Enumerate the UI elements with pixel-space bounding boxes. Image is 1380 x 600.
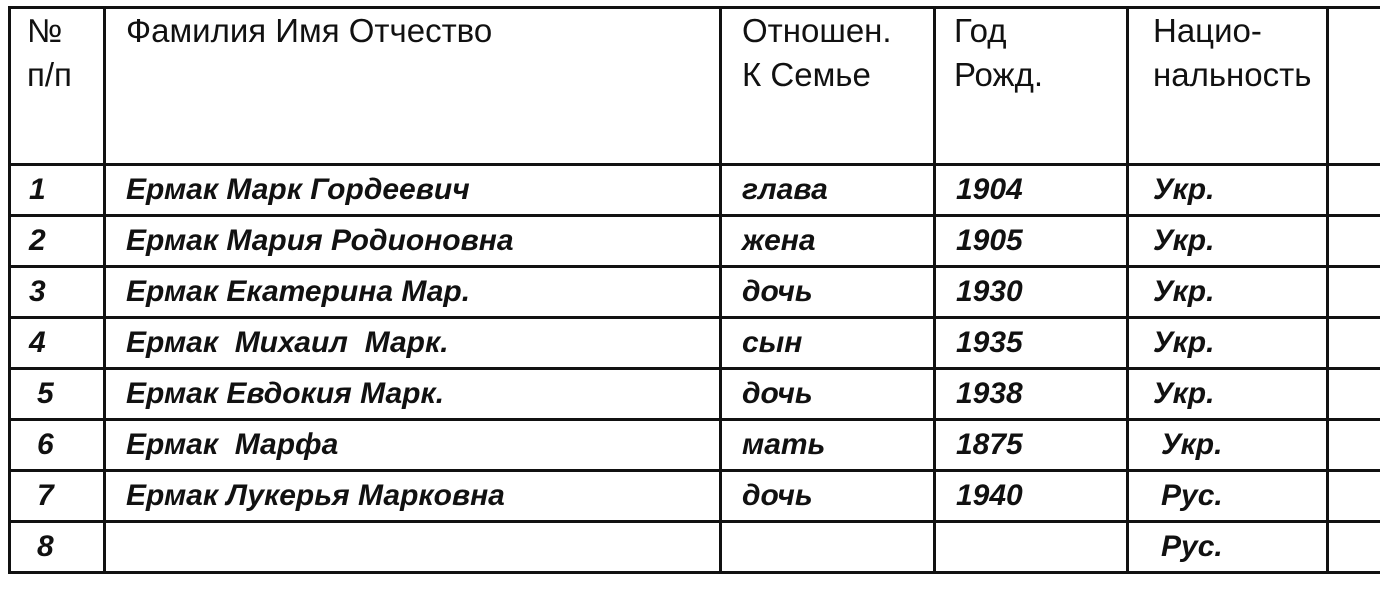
- cell-extra: [1328, 471, 1380, 522]
- cell-relation: сын: [721, 318, 935, 369]
- cell-birth-year: 1905: [935, 216, 1128, 267]
- header-birth-year: Год Рожд.: [935, 8, 1128, 165]
- cell-birth-year: [935, 522, 1128, 573]
- cell-number: 1: [10, 165, 105, 216]
- cell-full-name: Ермак Марк Гордеевич: [105, 165, 721, 216]
- table-row: [10, 420, 1380, 471]
- cell-extra: [1328, 522, 1380, 573]
- cell-number: 2: [10, 216, 105, 267]
- cell-relation: дочь: [721, 369, 935, 420]
- cell-full-name: Ермак Евдокия Марк.: [105, 369, 721, 420]
- cell-extra: [1328, 216, 1380, 267]
- header-number: № п/п: [10, 8, 105, 165]
- cell-birth-year: 1940: [935, 471, 1128, 522]
- cell-relation: жена: [721, 216, 935, 267]
- cell-full-name: Ермак Михаил Марк.: [105, 318, 721, 369]
- cell-extra: [1328, 267, 1380, 318]
- cell-number: 7: [10, 471, 105, 522]
- cell-full-name: [105, 522, 721, 573]
- table-row: [10, 471, 1380, 522]
- cell-full-name: Ермак Мария Родионовна: [105, 216, 721, 267]
- cell-nationality: Укр.: [1128, 420, 1328, 471]
- cell-extra: [1328, 369, 1380, 420]
- cell-full-name: Ермак Лукерья Марковна: [105, 471, 721, 522]
- cell-nationality: Рус.: [1128, 522, 1328, 573]
- cell-extra: [1328, 318, 1380, 369]
- cell-relation: мать: [721, 420, 935, 471]
- cell-birth-year: 1938: [935, 369, 1128, 420]
- cell-birth-year: 1875: [935, 420, 1128, 471]
- header-extra: [1328, 8, 1380, 165]
- header-full-name: Фамилия Имя Отчество: [105, 8, 721, 165]
- header-row: [10, 8, 1380, 165]
- cell-number: 8: [10, 522, 105, 573]
- cell-nationality: Укр.: [1128, 318, 1328, 369]
- table-row: [10, 216, 1380, 267]
- cell-number: 6: [10, 420, 105, 471]
- table-row: [10, 369, 1380, 420]
- family-census-table: [8, 6, 1380, 574]
- cell-birth-year: 1904: [935, 165, 1128, 216]
- cell-extra: [1328, 165, 1380, 216]
- cell-nationality: Укр.: [1128, 165, 1328, 216]
- cell-number: 5: [10, 369, 105, 420]
- cell-extra: [1328, 420, 1380, 471]
- table-row: [10, 165, 1380, 216]
- header-relation: Отношен. К Семье: [721, 8, 935, 165]
- cell-nationality: Укр.: [1128, 267, 1328, 318]
- cell-birth-year: 1935: [935, 318, 1128, 369]
- table-row: [10, 522, 1380, 573]
- cell-birth-year: 1930: [935, 267, 1128, 318]
- cell-nationality: Укр.: [1128, 216, 1328, 267]
- cell-relation: глава: [721, 165, 935, 216]
- cell-number: 4: [10, 318, 105, 369]
- cell-number: 3: [10, 267, 105, 318]
- cell-relation: дочь: [721, 267, 935, 318]
- cell-relation: [721, 522, 935, 573]
- cell-nationality: Рус.: [1128, 471, 1328, 522]
- table-row: [10, 267, 1380, 318]
- cell-relation: дочь: [721, 471, 935, 522]
- cell-nationality: Укр.: [1128, 369, 1328, 420]
- cell-full-name: Ермак Марфа: [105, 420, 721, 471]
- cell-full-name: Ермак Екатерина Мар.: [105, 267, 721, 318]
- header-nationality: Нацио- нальность: [1128, 8, 1328, 165]
- table-row: [10, 318, 1380, 369]
